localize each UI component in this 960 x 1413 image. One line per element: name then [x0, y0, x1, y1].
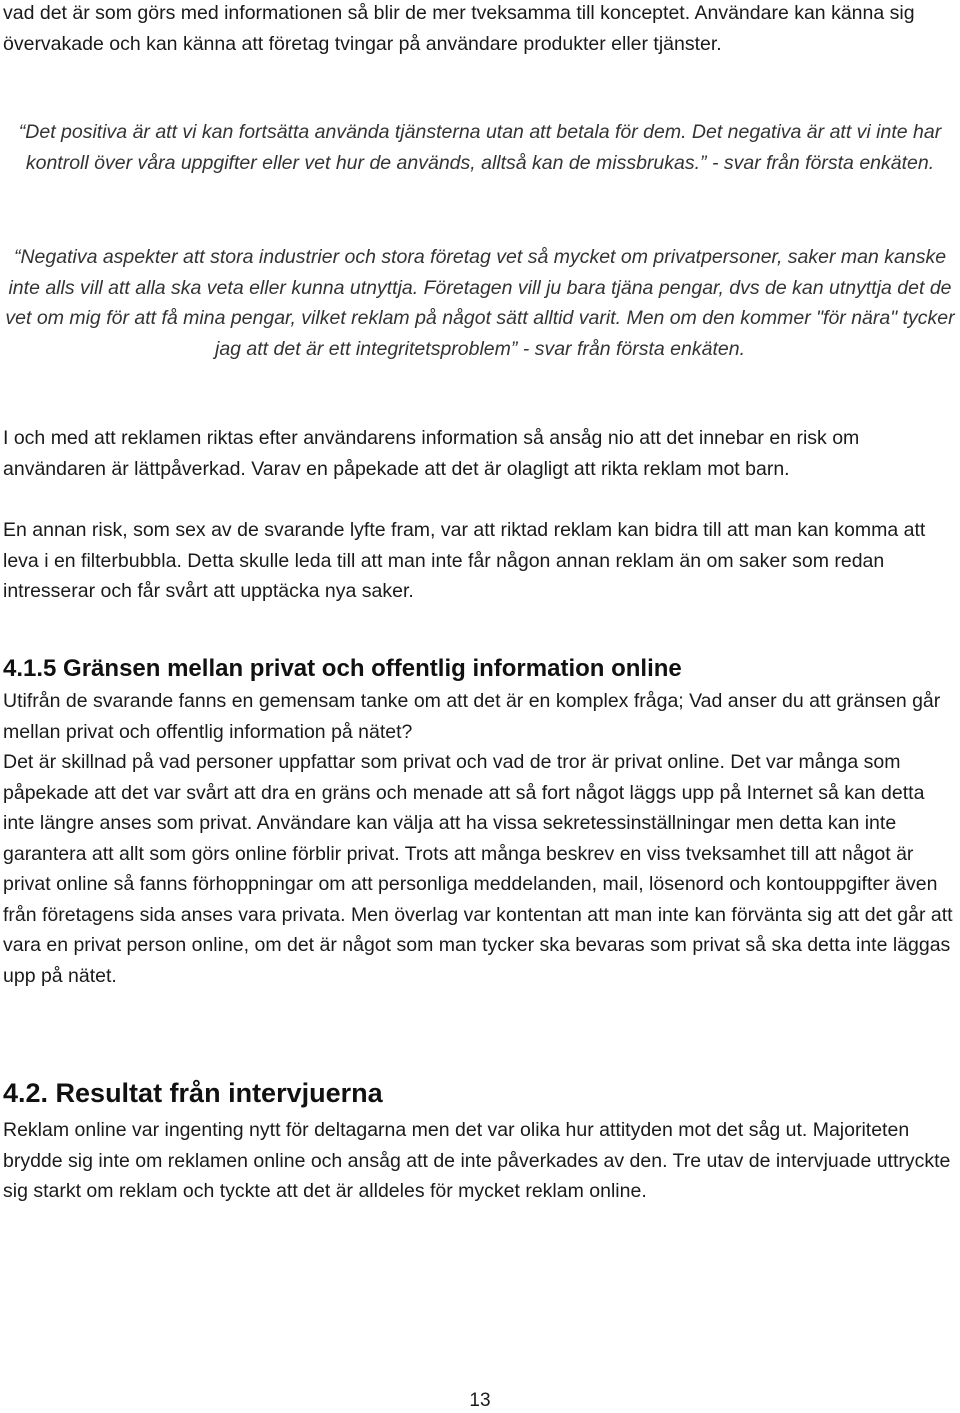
section-heading-4-1-5: 4.1.5 Gränsen mellan privat och offentlig information online [3, 655, 682, 682]
section-4-2-paragraph-1: Reklam online var ingenting nytt för deltagarna men det var olika hur attityden mot det såg ut. Majoriteten brydde sig inte om reklamen online och ansåg att de inte påverkades av den. Tre utav de intervjuade uttryckte sig starkt om reklam och tyckte att det är alldeles för mycket reklam online. [3, 1119, 951, 1202]
risk-paragraph-1: I och med att reklamen riktas efter användarens information så ansåg nio att det innebar en risk om användaren är lättpåverkad. Varav en påpekade att det är olagligt att rikta reklam mot barn. [3, 427, 860, 480]
section-heading-4-2: 4.2. Resultat från intervjuerna [3, 1078, 383, 1108]
section-4-1-5-paragraph-1: Utifrån de svarande fanns en gemensam tanke om att det är en komplex fråga; Vad anser du att gränsen går mellan privat och offentlig information på nätet? [3, 690, 941, 743]
survey-quote-2: “Negativa aspekter att stora industrier och stora företag vet så mycket om privatpersoner, saker man kanske inte alls vill att alla ska veta eller kunna utnyttja. Företagen vill ju bara tjäna pengar, dvs de kan utnyttja det de vet om mig för att få mina pengar, vilket reklam på något sätt alltid varit. Men om den kommer "för nära" tycker jag att det är ett integritetsproblem” - svar från första enkäten. [5, 246, 955, 360]
section-4-1-5-paragraph-2: Det är skillnad på vad personer uppfattar som privat och vad de tror är privat online. Det var många som påpekade att det var svårt att dra en gräns och menade att så fort något läggs upp på Internet så kan detta inte längre anses som privat. Användare kan välja att ha vissa sekretessinställningar men detta kan inte garantera att allt som görs online förblir privat. Trots att många beskrev en viss tveksamhet till att något är privat online så fanns förhoppningar om att personliga meddelanden, mail, lösenord och kontouppgifter även från företagens sida anses vara privata. Men överlag var kontentan att man inte kan förvänta sig att det går att vara en privat person online, om det är något som man tycker ska bevaras som privat så ska detta inte läggas upp på nätet. [3, 751, 953, 987]
risk-paragraph-2: En annan risk, som sex av de svarande lyfte fram, var att riktad reklam kan bidra till att man kan komma att leva i en filterbubbla. Detta skulle leda till att man inte får någon annan reklam än om saker som redan intresserar och får svårt att upptäcka nya saker. [3, 519, 926, 602]
page-number: 13 [469, 1390, 491, 1411]
survey-quote-1: “Det positiva är att vi kan fortsätta använda tjänsterna utan att betala för dem. Det negativa är att vi inte har kontroll över våra uppgifter eller vet hur de används, alltså kan de missbrukas.” - svar från första enkäten. [18, 121, 942, 174]
intro-paragraph: vad det är som görs med informationen så blir de mer tveksamma till konceptet. Användare kan känna sig övervakade och kan känna att företag tvingar på användare produkter eller tjänster. [3, 2, 915, 55]
